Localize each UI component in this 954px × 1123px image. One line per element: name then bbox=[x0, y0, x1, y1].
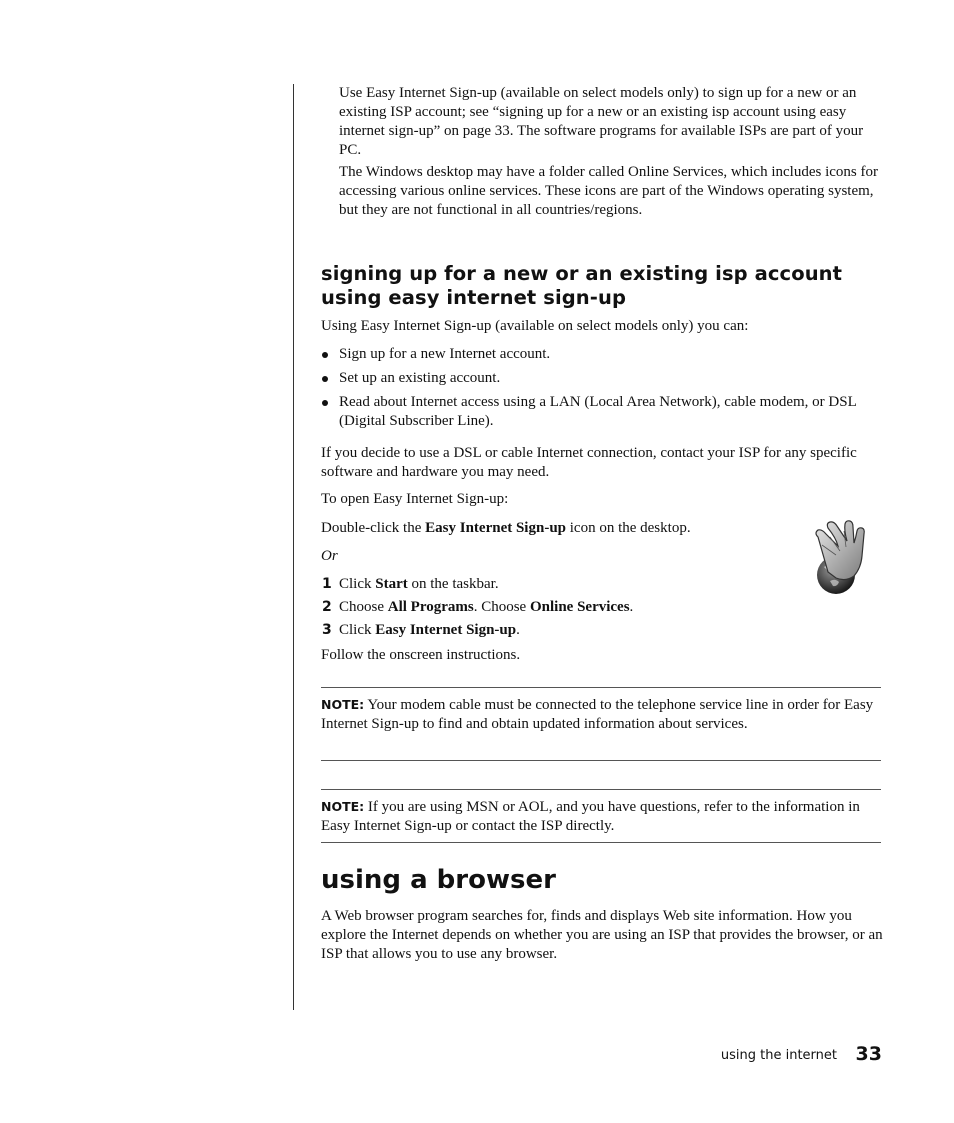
bullet-dot-icon bbox=[322, 376, 328, 382]
bullet-item: Read about Internet access using a LAN (Local Area Network), cable modem, or DSL (Digital Subscriber Line). bbox=[321, 393, 883, 431]
signup-bullets bbox=[321, 345, 883, 431]
intro-text bbox=[339, 84, 884, 220]
note-top-rule bbox=[321, 687, 881, 688]
easy-internet-signup-hand-globe-icon bbox=[800, 515, 880, 597]
signup-lead: Using Easy Internet Sign-up (available on select models only) you can: bbox=[321, 318, 749, 334]
easy-internet-signup-label: Easy Internet Sign-up bbox=[425, 520, 566, 536]
step-item: 3 Click Easy Internet Sign-up. bbox=[322, 622, 520, 638]
step-number: 2 bbox=[322, 599, 332, 615]
margin-rule bbox=[293, 84, 294, 1010]
footer-section-name: using the internet bbox=[720, 1048, 837, 1063]
note-modem-cable: NOTE: Your modem cable must be connected to the telephone service line in order for Easy Internet Sign-up to find and obtain updated information about services. bbox=[321, 697, 874, 732]
note-bottom-rule bbox=[321, 842, 881, 843]
intro-paragraph-2: The Windows desktop may have a folder called Online Services, which includes icons for accessing various online services. These icons are part of the Windows operating system, but they are not functional in all countries/regions. bbox=[339, 164, 878, 218]
note-label: NOTE: bbox=[321, 697, 365, 712]
bullet-dot-icon bbox=[322, 400, 328, 406]
note-msn-aol: NOTE: If you are using MSN or AOL, and you have questions, refer to the information in Easy Internet Sign-up or contact the ISP directly. bbox=[321, 799, 860, 834]
bullet-item: Sign up for a new Internet account. bbox=[321, 345, 883, 364]
browser-paragraph: A Web browser program searches for, finds and displays Web site information. How you explore the Internet depends on whether you are using an ISP that provides the browser, or an ISP that allows you to use any browser. bbox=[321, 908, 883, 962]
bullet-dot-icon bbox=[322, 352, 328, 358]
step-number: 1 bbox=[322, 576, 332, 592]
signup-heading-line-2: using easy internet sign-up bbox=[321, 286, 627, 309]
browser-heading: using a browser bbox=[321, 865, 556, 895]
follow-instructions: Follow the onscreen instructions. bbox=[321, 647, 521, 663]
intro-paragraph-1: Use Easy Internet Sign-up (available on select models only) to sign up for a new or an existing ISP account; see “signing up for a new or an existing isp account using easy internet sign-up” on page 33. The software programs for available ISPs are part of your PC. bbox=[339, 85, 864, 158]
bullet-item: Set up an existing account. bbox=[321, 369, 883, 388]
note-label: NOTE: bbox=[321, 799, 365, 814]
dsl-paragraph: If you decide to use a DSL or cable Internet connection, contact your ISP for any specific software and hardware you may need. bbox=[321, 445, 857, 480]
to-open-text: To open Easy Internet Sign-up: bbox=[321, 491, 509, 507]
note-bottom-rule bbox=[321, 760, 881, 761]
page-number: 33 bbox=[855, 1043, 882, 1065]
signup-heading-line-1: signing up for a new or an existing isp account bbox=[321, 262, 843, 285]
double-click-instruction: Double-click the Easy Internet Sign-up icon on the desktop. bbox=[321, 520, 691, 536]
note-top-rule bbox=[321, 789, 881, 790]
step-number: 3 bbox=[322, 622, 332, 638]
steps-list bbox=[321, 575, 781, 644]
or-label: Or bbox=[321, 548, 338, 564]
step-item: 1 Click Start on the taskbar. bbox=[322, 576, 499, 592]
step-item: 2 Choose All Programs. Choose Online Services. bbox=[322, 599, 634, 615]
signup-heading bbox=[321, 262, 881, 310]
